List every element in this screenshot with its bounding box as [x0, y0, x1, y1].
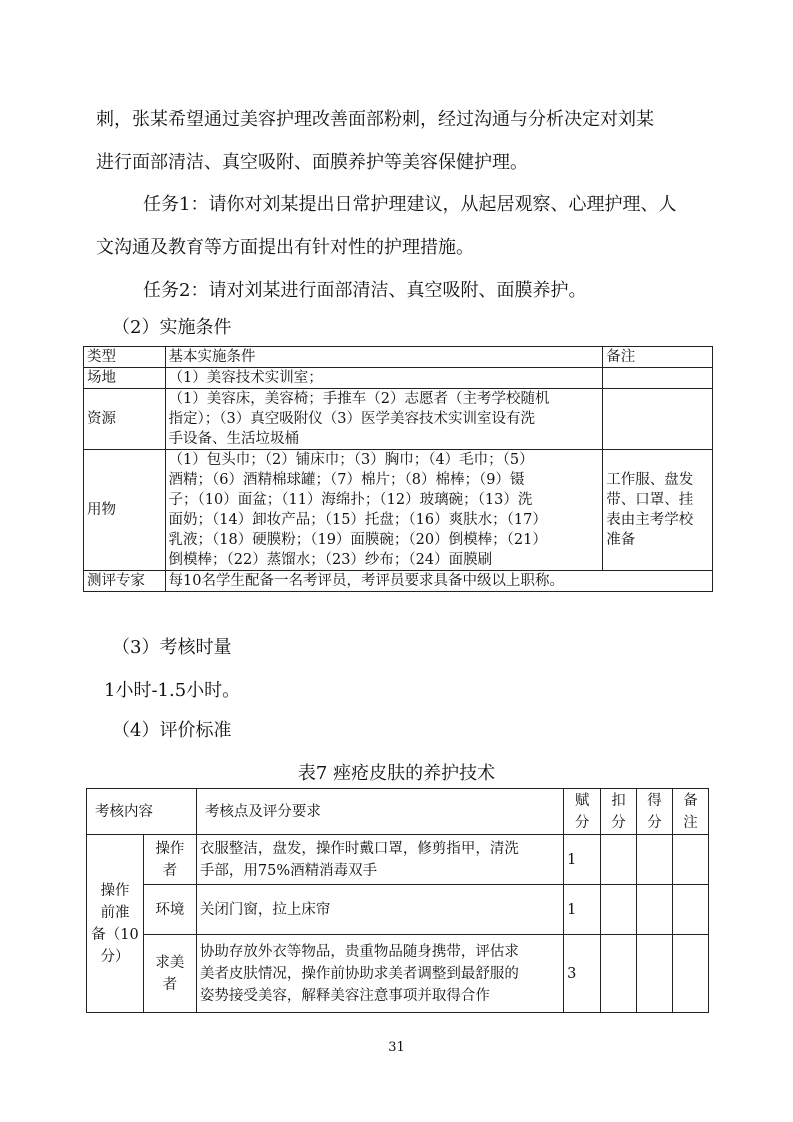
task-1-text-cont: 文沟通及教育等方面提出有针对性的护理措施。 — [96, 237, 474, 258]
group-label-line: 操作 — [100, 882, 130, 899]
table-row — [87, 835, 709, 885]
header-content: 基本实施条件 — [165, 347, 603, 368]
requirement — [196, 885, 563, 935]
deduct-cell — [601, 835, 637, 885]
table-row — [87, 935, 709, 1013]
requirement — [196, 835, 563, 885]
body-paragraph-line: 进行面部清洁、真空吸附、面膜养护等美容保健护理。 — [96, 152, 528, 173]
row-content — [165, 389, 603, 450]
requirement-line: 姿势接受美容，解释美容注意事项并取得合作 — [199, 987, 490, 1004]
deduct-cell — [601, 885, 637, 935]
row-content: 每10名学生配备一名考评员，考评员要求具备中级以上职称。 — [165, 571, 712, 592]
row-type: 场地 — [84, 368, 166, 389]
table-row — [87, 885, 709, 935]
sub-item-line: 求美 — [155, 954, 185, 971]
sub-item — [143, 885, 196, 935]
requirement-line: 美者皮肤情况，操作前协助求美者调整到最舒服的 — [199, 965, 519, 982]
table-header-row — [87, 789, 709, 835]
row-content: （1）美容技术实训室； — [165, 368, 603, 389]
score-cell: 1 — [564, 885, 601, 935]
sub-item — [143, 835, 196, 885]
body-paragraph-line: 刺，张某希望通过美容护理改善面部粉刺，经过沟通与分析决定对刘某 — [96, 109, 654, 130]
get-cell — [637, 935, 673, 1013]
content-line: 倒模棒；（22）蒸馏水；（23）纱布；（24）面膜刷 — [168, 552, 493, 568]
row-type: 用物 — [84, 450, 166, 571]
table-header-row — [84, 347, 713, 368]
requirement-line: 关闭门窗，拉上床帘 — [199, 901, 331, 918]
content-line: 酒精；（6）酒精棉球罐；（7）棉片；（8）棉棒；（9）镊 — [168, 472, 525, 488]
table-title: 表7 痤疮皮肤的养护技术 — [297, 763, 496, 784]
get-cell — [637, 835, 673, 885]
row-type: 资源 — [84, 389, 166, 450]
group-label — [87, 835, 144, 1013]
remark-cell — [672, 835, 708, 885]
row-content — [165, 450, 603, 571]
score-cell: 1 — [564, 835, 601, 885]
evaluation-table — [86, 788, 709, 1013]
remark-cell — [672, 885, 708, 935]
header-deduct — [601, 789, 637, 835]
header-content: 考核内容 — [87, 789, 197, 835]
header-remark — [672, 789, 708, 835]
header-points: 考核点及评分要求 — [196, 789, 563, 835]
get-cell — [637, 885, 673, 935]
header-score-line: 分 — [574, 814, 590, 831]
group-label-line: 分） — [100, 948, 130, 965]
task-2-text: 任务2：请对刘某进行面部清洁、真空吸附、面膜养护。 — [143, 280, 587, 301]
table-row — [84, 368, 713, 389]
table-row — [84, 571, 713, 592]
note-line: 表由主考学校 — [606, 512, 694, 528]
header-get-line: 分 — [647, 814, 662, 831]
sub-item-line: 者 — [162, 976, 178, 993]
content-line: 面奶；（14）卸妆产品；（15）托盘；（16）爽肤水；（17） — [168, 512, 547, 528]
header-remark-line: 注 — [683, 814, 698, 831]
remark-cell — [672, 935, 708, 1013]
task-1-text: 任务1：请你对刘某提出日常护理建议，从起居观察、心理护理、人 — [143, 194, 677, 215]
content-line: 手设备、生活垃圾桶 — [168, 431, 300, 447]
sub-item-line: 者 — [162, 862, 178, 879]
sub-item-line: 环境 — [155, 901, 185, 918]
table-row — [84, 389, 713, 450]
section-heading-conditions: （2）实施条件 — [112, 317, 232, 338]
header-score-line: 赋 — [574, 792, 590, 809]
conditions-table — [83, 346, 713, 592]
header-get — [637, 789, 673, 835]
group-label-line: 备（10 — [91, 926, 139, 943]
header-remark-line: 备 — [683, 792, 698, 809]
row-note — [603, 368, 713, 389]
header-score — [564, 789, 601, 835]
content-line: （1）包头巾；（2）铺床巾；（3）胸巾；（4）毛巾；（5） — [168, 452, 534, 468]
requirement — [196, 935, 563, 1013]
content-line: 指定）；（3）真空吸附仪（3）医学美容技术实训室设有洗 — [168, 411, 535, 427]
table-row — [84, 450, 713, 571]
content-line: 乳液；（18）硬膜粉；（19）面膜碗；（20）倒模棒；（21） — [168, 532, 547, 548]
content-line: 子；（10）面盆；（11）海绵扑；（12）玻璃碗；（13）洗 — [168, 492, 533, 508]
header-deduct-line: 分 — [611, 814, 626, 831]
row-type: 测评专家 — [84, 571, 166, 592]
content-line: （1）美容床，美容椅；手推车（2）志愿者（主考学校随机 — [168, 391, 550, 407]
row-note — [603, 389, 713, 450]
duration-text: 1小时-1.5小时。 — [104, 680, 241, 701]
requirement-line: 手部，用75%酒精消毒双手 — [199, 862, 378, 879]
header-get-line: 得 — [647, 792, 662, 809]
note-line: 工作服、盘发 — [606, 472, 694, 488]
section-heading-criteria: （4）评价标准 — [112, 720, 232, 741]
score-cell: 3 — [564, 935, 601, 1013]
note-line: 带、口罩、挂 — [606, 492, 694, 508]
note-line: 准备 — [606, 532, 636, 548]
header-deduct-line: 扣 — [611, 792, 626, 809]
section-heading-duration: （3）考核时量 — [112, 637, 232, 658]
header-note: 备注 — [603, 347, 713, 368]
requirement-line: 协助存放外衣等物品，贵重物品随身携带，评估求 — [199, 943, 519, 960]
deduct-cell — [601, 935, 637, 1013]
group-label-line: 前准 — [100, 904, 130, 921]
sub-item — [143, 935, 196, 1013]
requirement-line: 衣服整洁，盘发，操作时戴口罩，修剪指甲，清洗 — [199, 840, 519, 857]
row-note — [603, 450, 713, 571]
sub-item-line: 操作 — [155, 840, 185, 857]
page-number: 31 — [388, 1040, 405, 1055]
header-type: 类型 — [84, 347, 166, 368]
